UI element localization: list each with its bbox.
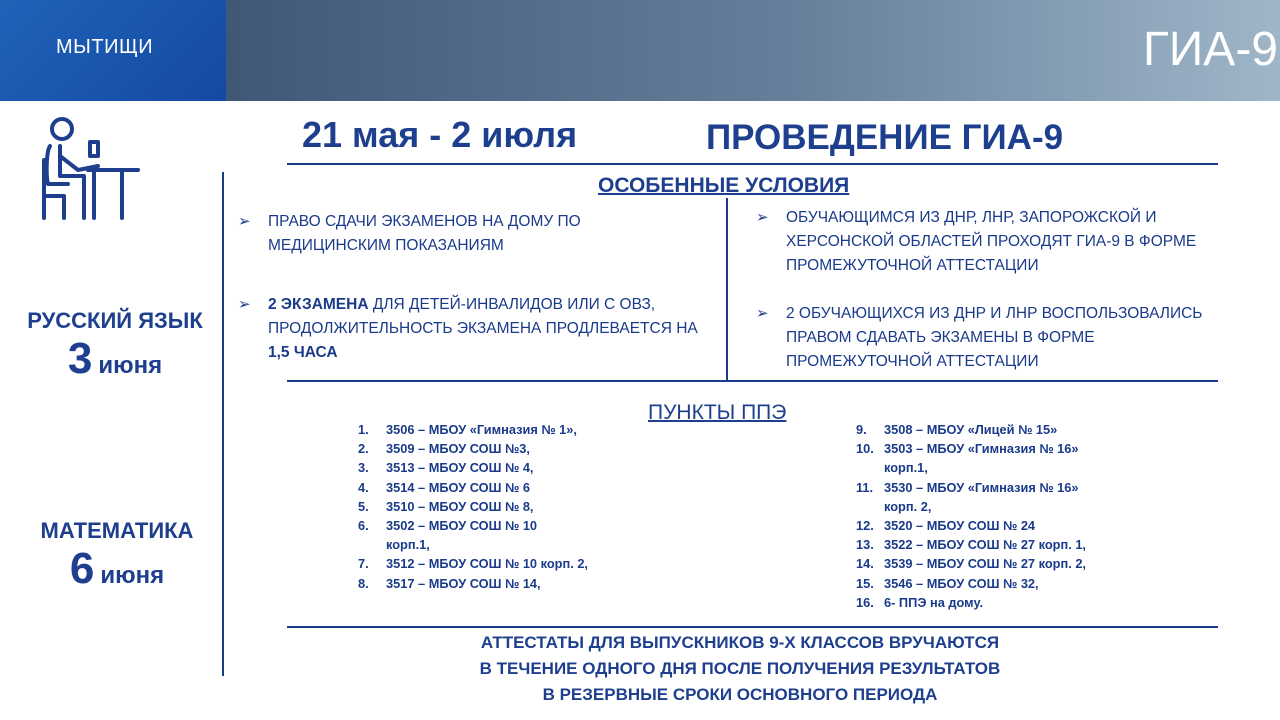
divider-title: [287, 163, 1218, 165]
divider-special-bottom: [287, 380, 1218, 382]
person-at-desk-icon: [38, 116, 142, 222]
gia-tag: ГИА-9: [1142, 23, 1278, 76]
list-item: 5. 3510 – МБОУ СОШ № 8,: [358, 498, 534, 514]
subject-month: июня: [100, 562, 165, 589]
list-item: 11. 3530 – МБОУ «Гимназия № 16» корп. 2,: [856, 479, 1079, 514]
arrowhead-bullet-icon: ➢: [238, 213, 251, 230]
exam-period: 21 мая - 2 июля: [302, 114, 578, 155]
divider-left-vertical: [222, 172, 224, 676]
divider-ppe-bottom: [287, 626, 1218, 628]
special-right-item-2: [756, 302, 1226, 374]
city-label: МЫТИЩИ: [56, 36, 154, 58]
list-item: 8. 3517 – МБОУ СОШ № 14,: [358, 575, 541, 591]
header-brand-panel: [0, 0, 226, 101]
list-item: 9. 3508 – МБОУ «Лицей № 15»: [856, 422, 1058, 437]
arrowhead-bullet-icon: ➢: [238, 296, 251, 313]
list-item: 7. 3512 – МБОУ СОШ № 10 корп. 2,: [358, 556, 588, 572]
list-item: 13. 3522 – МБОУ СОШ № 27 корп. 1,: [856, 537, 1086, 553]
special-right-item-1: [756, 206, 1226, 278]
list-item: 12. 3520 – МБОУ СОШ № 24: [856, 518, 1036, 534]
special-left-item-2: [238, 293, 708, 365]
list-item: 15. 3546 – МБОУ СОШ № 32,: [856, 575, 1039, 591]
header-banner: [226, 0, 1280, 101]
ppe-list-left: [358, 420, 608, 593]
special-right-text-1: ОБУЧАЮЩИМСЯ ИЗ ДНР, ЛНР, ЗАПОРОЖСКОЙ И ХЕРСОНСКОЙ ОБЛАСТЕЙ ПРОХОДЯТ ГИА-9 В ФОРМЕ ПРОМЕЖУТОЧНОЙ АТТЕСТАЦИИ: [786, 209, 1197, 274]
certificates-note-line-2: В ТЕЧЕНИЕ ОДНОГО ДНЯ ПОСЛЕ ПОЛУЧЕНИЯ РЕЗУЛЬТАТОВ: [479, 659, 1001, 678]
arrowhead-bullet-icon: ➢: [756, 305, 769, 322]
certificates-note: [340, 630, 1140, 708]
list-item: 3. 3513 – МБОУ СОШ № 4,: [358, 460, 534, 476]
special-left-item-1: [238, 210, 588, 258]
list-item: 10. 3503 – МБОУ «Гимназия № 16» корп.1,: [856, 441, 1079, 476]
special-left-text-1: ПРАВО СДАЧИ ЭКЗАМЕНОВ НА ДОМУ ПО МЕДИЦИНСКИМ ПОКАЗАНИЯМ: [268, 213, 581, 254]
page-title: ПРОВЕДЕНИЕ ГИА-9: [706, 118, 1064, 157]
certificates-note-line-3: В РЕЗЕРВНЫЕ СРОКИ ОСНОВНОГО ПЕРИОДА: [542, 685, 938, 704]
subject-name: МАТЕМАТИКА: [40, 518, 194, 543]
ppe-list-right: [856, 420, 1116, 612]
subject-date: [4, 334, 226, 384]
special-left-text-2: 2 ЭКЗАМЕНА ДЛЯ ДЕТЕЙ-ИНВАЛИДОВ ИЛИ С ОВЗ, ПРОДОЛЖИТЕЛЬНОСТЬ ЭКЗАМЕНА ПРОДЛЕВАЕТСЯ НА 1,5 ЧАСА: [268, 296, 698, 361]
subject-date: [6, 544, 228, 594]
subject-month: июня: [98, 352, 163, 379]
special-conditions-heading: ОСОБЕННЫЕ УСЛОВИЯ: [598, 174, 850, 197]
divider-special-center: [726, 198, 728, 382]
subject-name: РУССКИЙ ЯЗЫК: [27, 308, 203, 333]
arrowhead-bullet-icon: ➢: [756, 209, 769, 226]
certificates-note-line-1: АТТЕСТАТЫ ДЛЯ ВЫПУСКНИКОВ 9-Х КЛАССОВ ВРУЧАЮТСЯ: [480, 633, 1000, 652]
list-item: 16. 6- ППЭ на дому.: [856, 594, 984, 610]
list-item: 1. 3506 – МБОУ «Гимназия № 1»,: [358, 422, 577, 437]
subject-day: 3: [67, 334, 93, 383]
list-item: 6. 3502 – МБОУ СОШ № 10 корп.1,: [358, 518, 538, 553]
subject-russian: [4, 308, 226, 384]
list-item: 2. 3509 – МБОУ СОШ №3,: [358, 441, 530, 457]
list-item: 14. 3539 – МБОУ СОШ № 27 корп. 2,: [856, 556, 1086, 572]
subject-math: [6, 518, 228, 594]
list-item: 4. 3514 – МБОУ СОШ № 6: [358, 479, 530, 495]
special-right-text-2: 2 ОБУЧАЮЩИХСЯ ИЗ ДНР И ЛНР ВОСПОЛЬЗОВАЛИСЬ ПРАВОМ СДАВАТЬ ЭКЗАМЕНЫ В ФОРМЕ ПРОМЕЖУТОЧНОЙ АТТЕСТАЦИИ: [786, 305, 1203, 370]
ppe-heading: ПУНКТЫ ППЭ: [648, 401, 787, 424]
subject-day: 6: [69, 544, 95, 593]
